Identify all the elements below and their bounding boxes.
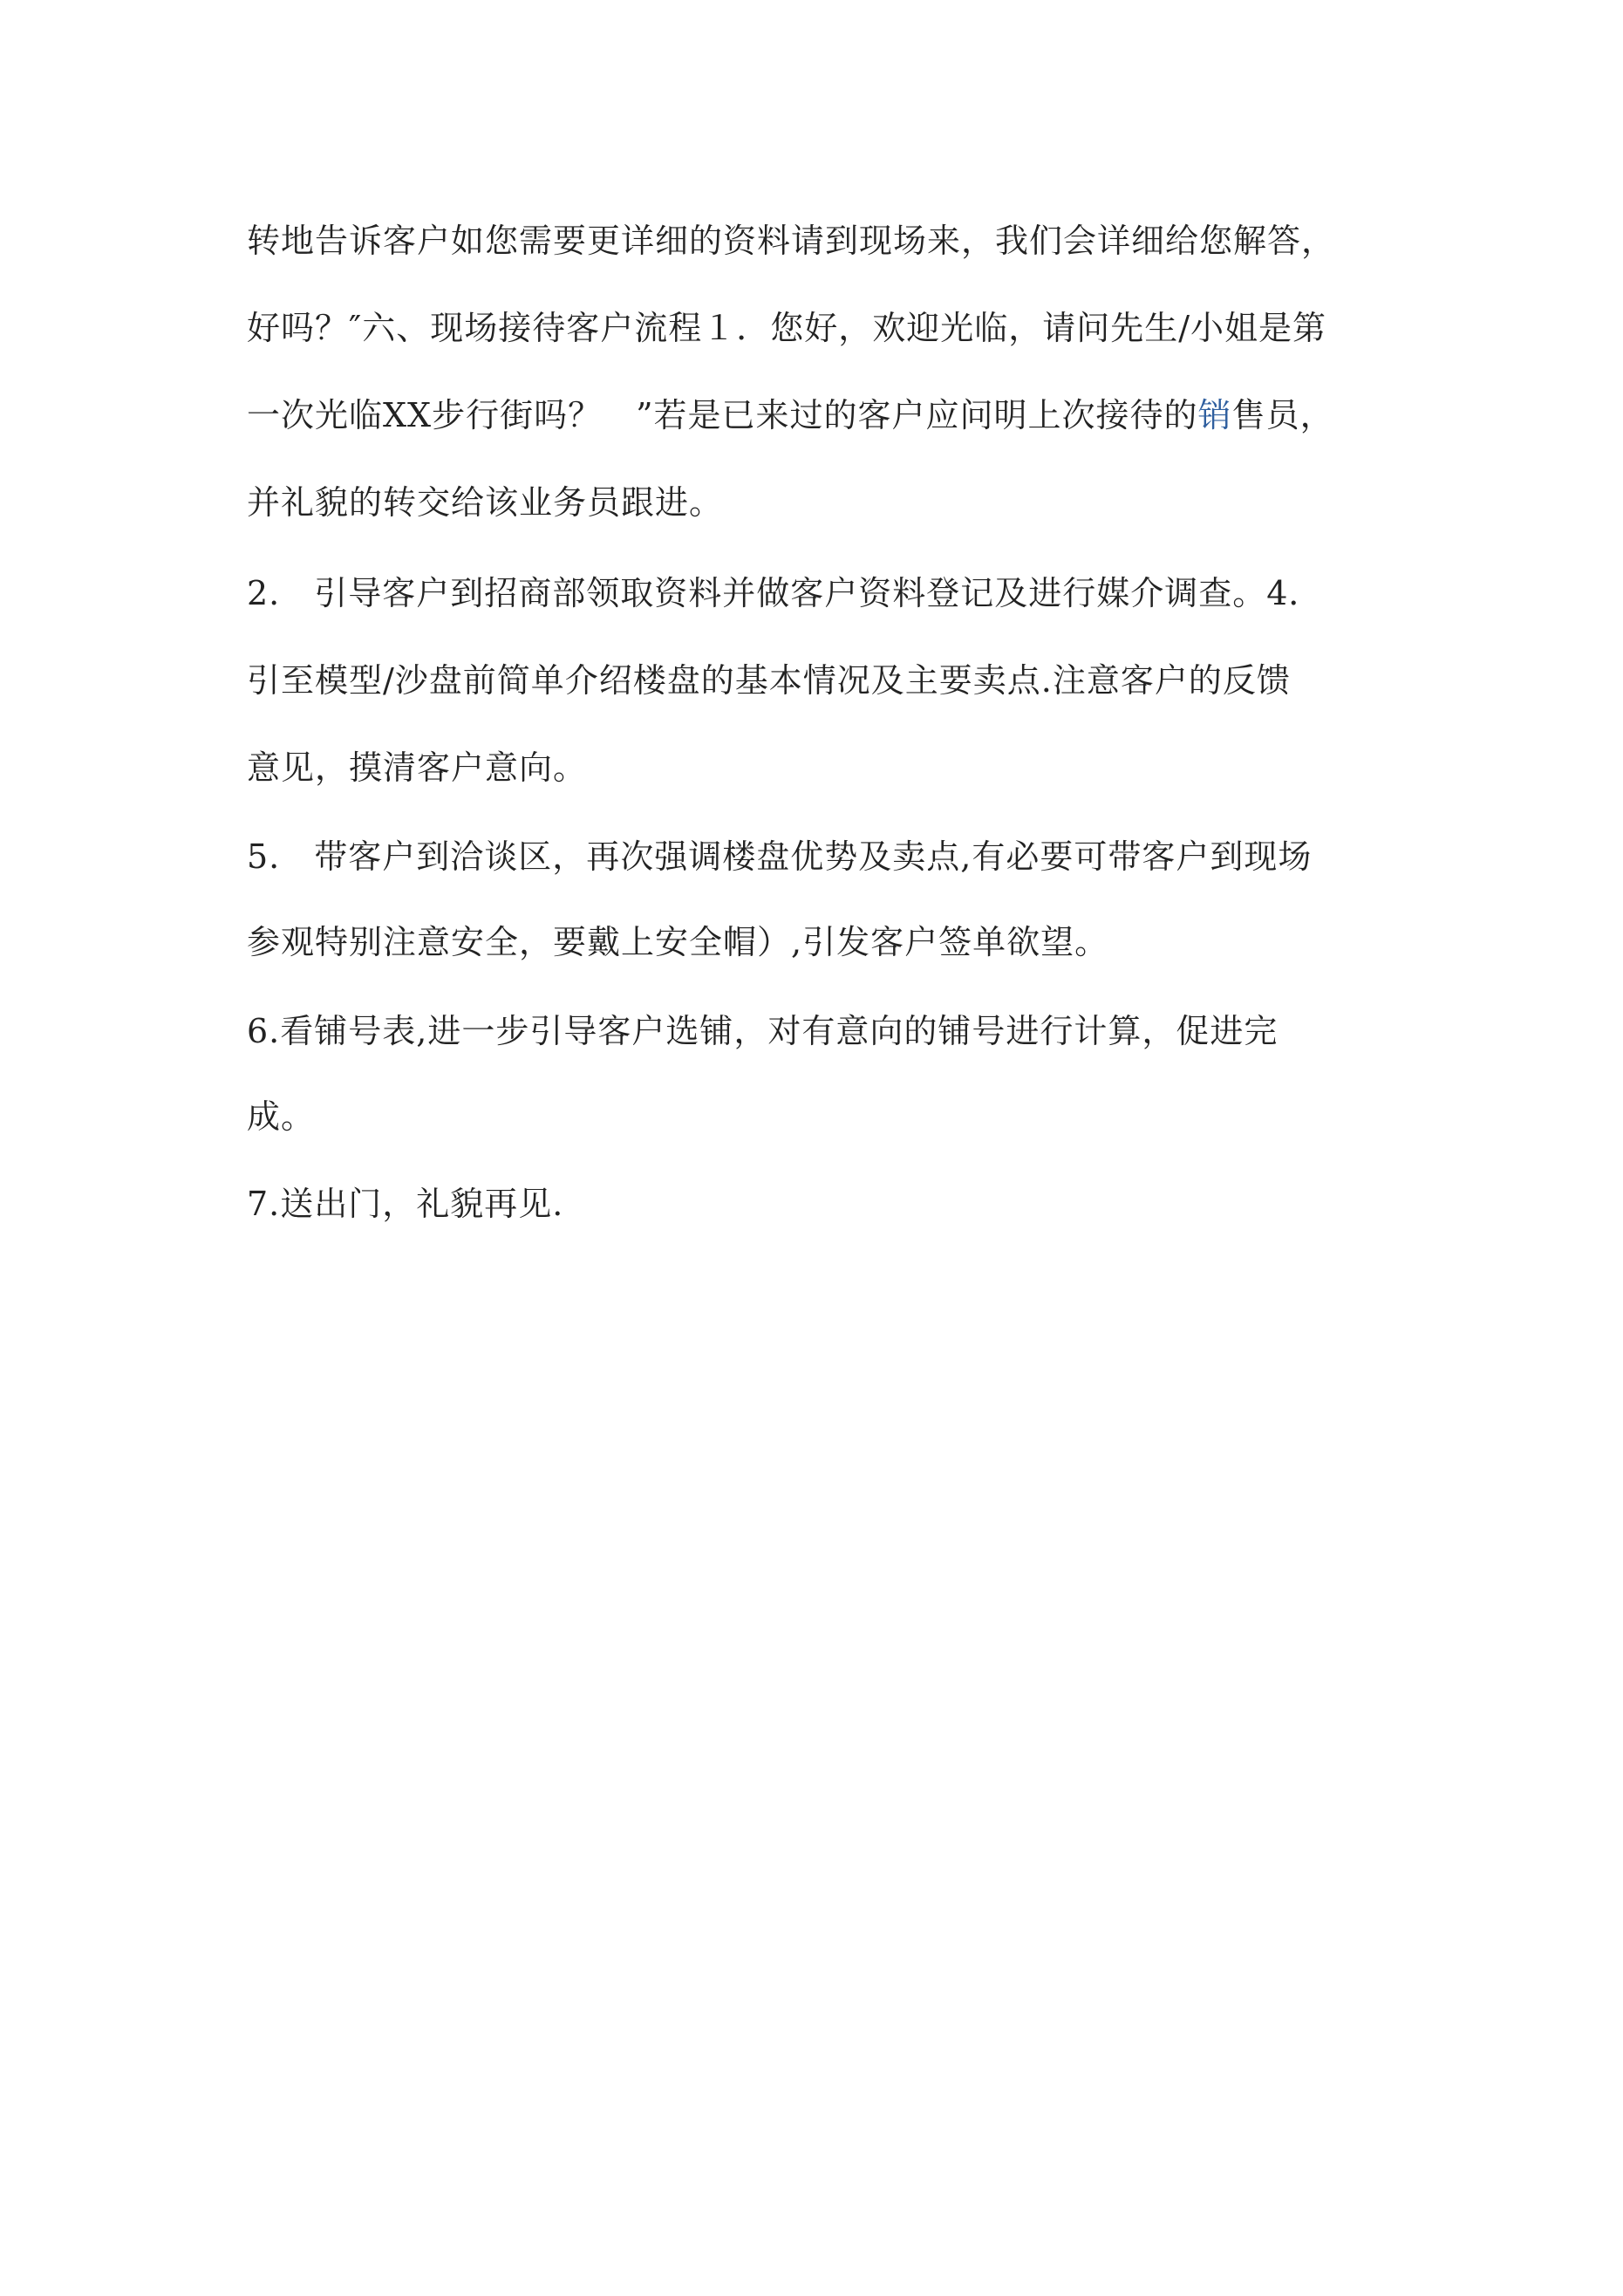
text-line: 7.送出门，礼貌再见. — [247, 1185, 564, 1223]
text-line: 5. 带客户到洽谈区，再次强调楼盘优势及卖点,有必要可带客户到现场 — [247, 837, 1313, 876]
text-span: 一次光临XX步行街吗？ ”若是已来过的客户应问明上次接待的 — [247, 396, 1198, 434]
text-line: 成。 — [247, 1097, 316, 1136]
text-line: 并礼貌的转交给该业务员跟进。 — [247, 483, 724, 522]
hyperlink-text[interactable]: 销 — [1197, 396, 1232, 434]
text-line: 转地告诉客户如您需要更详细的资料请到现场来，我们会详细给您解答， — [247, 222, 1336, 260]
text-line: 参观特别注意安全，要戴上安全帽）,引发客户签单欲望。 — [247, 923, 1109, 961]
text-line: 引至模型/沙盘前简单介绍楼盘的基本情况及主要卖点.注意客户的反馈 — [247, 661, 1291, 700]
text-line — [247, 394, 1334, 436]
text-line: 2. 引导客户到招商部领取资料并做客户资料登记及进行媒介调查。4． — [247, 574, 1323, 612]
text-span: 售员， — [1231, 396, 1334, 434]
text-line: 好吗？″六、现场接待客户流程１．您好，欢迎光临，请问先生/小姐是第 — [247, 309, 1327, 347]
text-line: 6.看铺号表,进一步引导客户选铺，对有意向的铺号进行计算，促进完 — [247, 1012, 1279, 1050]
text-line: 意见，摸清客户意向。 — [247, 748, 588, 787]
